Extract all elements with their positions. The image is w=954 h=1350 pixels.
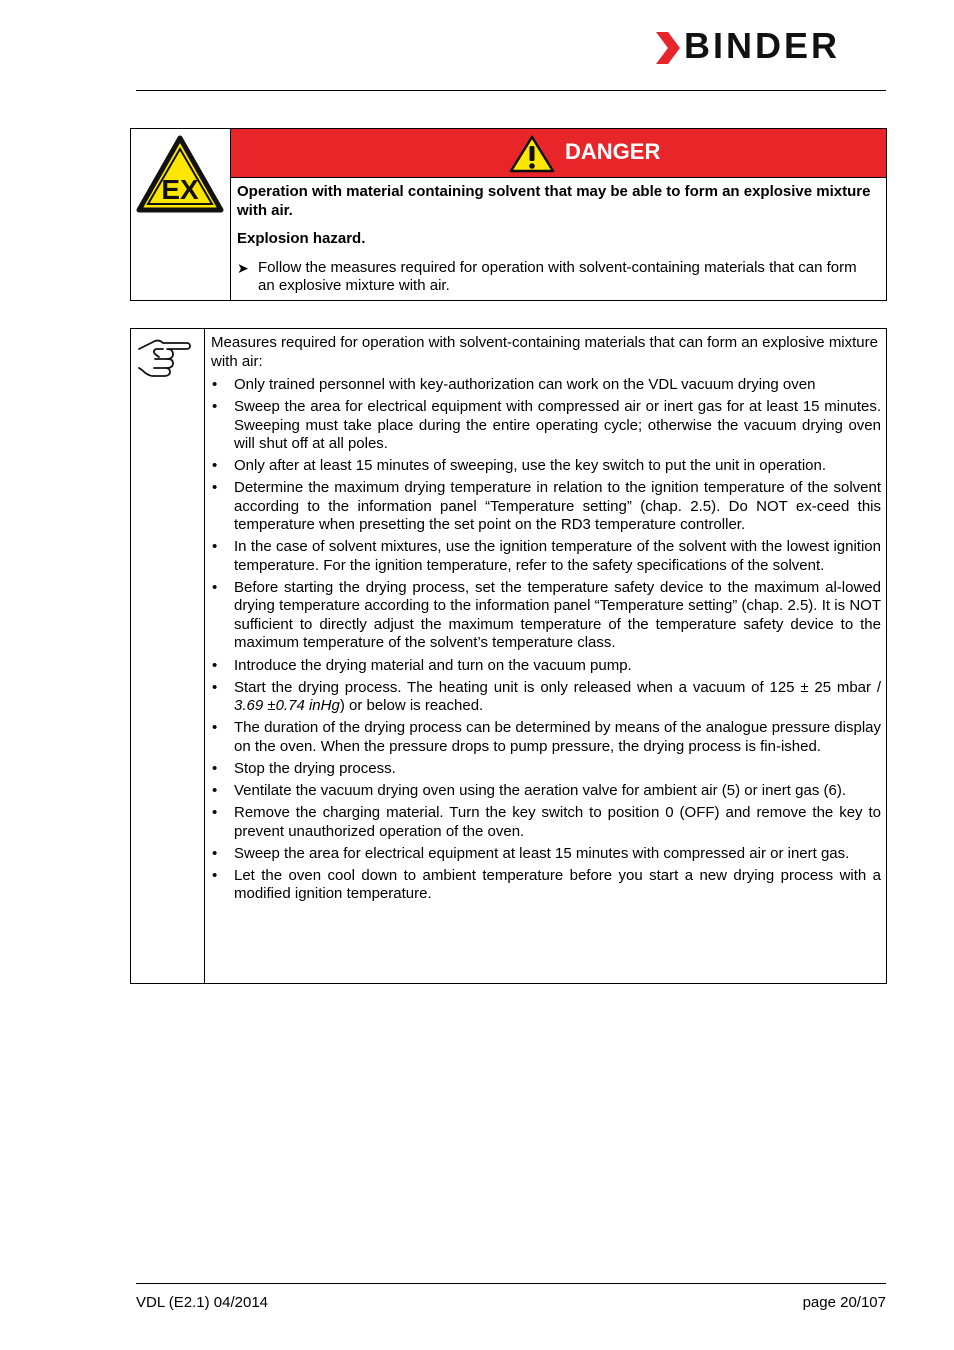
- list-item: • Let the oven cool down to ambient temperature before you start a new drying process with a modified ignition temperature.: [211, 867, 881, 904]
- measures-body: [211, 334, 881, 907]
- list-item: • In the case of solvent mixtures, use the ignition temperature of the solvent with the lowest ignition temperature. For the ignition temperature, refer to the safety specifications of the solvent.: [211, 538, 881, 575]
- list-item: • Before starting the drying process, set the temperature safety device to the maximum al-lowed drying temperature according to the information panel “Temperature setting” (chap. 2.5). It is NOT sufficient to directly adjust the maximum temperature of the temperature safety device to the maximum temperature of the solvent’s temperature class.: [211, 579, 881, 653]
- vacuum-text-italic: 3.69 ±0.74 inHg: [234, 697, 340, 715]
- danger-notice: [130, 128, 887, 301]
- footer-rule: [136, 1283, 886, 1284]
- brand-name: BINDER: [684, 25, 841, 66]
- measures-notice: [130, 328, 887, 984]
- list-item: • Only trained personnel with key-authorization can work on the VDL vacuum drying oven: [211, 376, 881, 395]
- pointing-hand-icon: [137, 335, 193, 379]
- list-item: • Sweep the area for electrical equipment with compressed air or inert gas for at least 15 minutes. Sweeping must take place during the entire operating cycle; otherwise the vacuum drying oven will shut off at all poles.: [211, 398, 881, 454]
- danger-hazard: Explosion hazard.: [237, 230, 366, 247]
- danger-icon-cell: [131, 129, 231, 300]
- warning-triangle-icon: [509, 135, 555, 173]
- measures-list: [211, 376, 881, 904]
- page-number: page 20/107: [802, 1294, 886, 1311]
- danger-header: [231, 129, 886, 178]
- hand-icon-cell: [131, 329, 205, 983]
- list-item: • Remove the charging material. Turn the key switch to position 0 (OFF) and remove the key to prevent unauthorized operation of the oven.: [211, 804, 881, 841]
- danger-body: [237, 183, 877, 296]
- vacuum-text-post: ) or below is reached.: [339, 697, 484, 715]
- explosion-hazard-icon: [136, 135, 224, 213]
- list-item: • Ventilate the vacuum drying oven using the aeration valve for ambient air (5) or inert gas (6).: [211, 782, 881, 801]
- arrow-bullet-icon: ➤: [237, 259, 249, 276]
- danger-instruction: Follow the measures required for operation with solvent-containing materials that can form an explosive mixture with air.: [258, 258, 857, 294]
- binder-logo: [654, 25, 888, 66]
- danger-instruction-item: [237, 259, 877, 296]
- measures-intro: Measures required for operation with solvent-containing materials that can form an explosive mixture with air:: [211, 334, 878, 370]
- binder-logo-mark-icon: [654, 32, 680, 64]
- list-item: • Sweep the area for electrical equipment at least 15 minutes with compressed air or inert gas.: [211, 845, 881, 864]
- vacuum-text-pre: Start the drying process. The heating unit is only released when a vacuum of 125 ± 25 mbar /: [234, 678, 881, 696]
- list-item: • Determine the maximum drying temperature in relation to the ignition temperature of the solvent according to the information panel “Temperature setting” (chap. 2.5). Do NOT ex-ceed this temperature when presetting the set point on the RD3 temperature controller.: [211, 479, 881, 535]
- list-item: • Only after at least 15 minutes of sweeping, use the key switch to put the unit in operation.: [211, 457, 881, 476]
- list-item: [211, 679, 881, 716]
- svg-text:EX: EX: [161, 174, 199, 205]
- danger-lead: Operation with material containing solvent that may be able to form an explosive mixture with air.: [237, 183, 871, 219]
- danger-title: DANGER: [565, 139, 661, 164]
- list-item: • Stop the drying process.: [211, 760, 881, 779]
- list-item: • Introduce the drying material and turn on the vacuum pump.: [211, 657, 881, 676]
- document-version: VDL (E2.1) 04/2014: [136, 1294, 269, 1311]
- header-rule: [136, 90, 886, 91]
- list-item: • The duration of the drying process can be determined by means of the analogue pressure display on the oven. When the pressure drops to pump pressure, the drying process is fin-ished.: [211, 719, 881, 756]
